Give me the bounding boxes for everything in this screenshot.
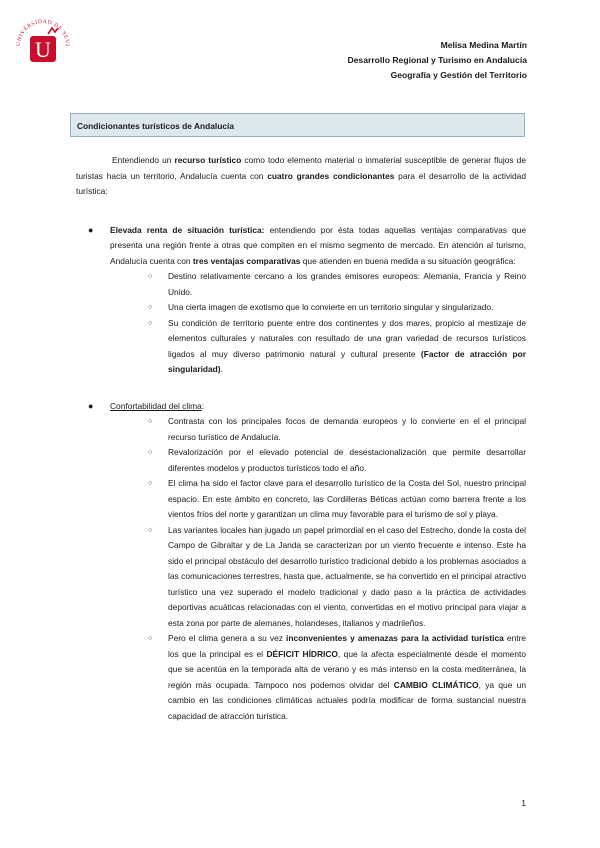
- list-item: ○ Su condición de territorio puente entre dos continentes y dos mares, propicio al mestizaje de elementos culturales y naturales con resultado de una gran variedad de recursos turísticos ligados al muy diverso patrimonio natural y cultural presente (Factor de atracción por singularidad).: [148, 317, 526, 374]
- sub-list: [144, 414, 526, 724]
- intro-paragraph: Entendiendo un recurso turístico como todo elemento material o inmaterial susceptible de generar flujos de turistas hacia un territorio, Andalucía cuenta con cuatro grandes condicionantes para el desarrollo de la actividad turística:: [76, 155, 526, 196]
- document-header: [347, 38, 527, 83]
- list-item: ○ Contrasta con los principales focos de demanda europeos y lo convierte en el el principal recurso turístico de Andalucía.: [148, 416, 526, 442]
- list-item: ● Confortabilidad del clima: ○ Contrasta con los principales focos de demanda europeos y lo convierte en el el principal recurso turístico de Andalucía. ○ Revalorización por el elevado potencial de desestacionalización que permite desarrollar diferentes modelos y productos turísticos todo el año. ○ El clima ha sido el factor clave para el desarrollo turístico de la Costa del Sol, nuestro principal espacio. En este ámbito en concreto, las Cordilleras Béticas actúan como barrera frente a los vientos fríos del norte y garantizan un clima muy favorable para el turismo de sol y playa. ○ Las variantes locales han jugado un papel primordial en el caso del Estrecho, donde la costa del Campo de Gibraltar y de La Janda se caracterizan por un viento frecuente e intenso. Este ha sido el principal obstáculo del desarrollo turístico tradicional debido a los problemas asociados a las comunicaciones terrestres, hasta que, actualmente, se ha convertido en el principal atractivo turístico una vez superado el modelo tradicional y dado paso a la práctica de actividades deportivas acuáticas relacionadas con el viento, convertidas en el motivo principal para viajar a esta zona por parte de alemanes, holandeses, italianos y madrileños. ○ Pero el clima genera a su vez inconvenientes y amenazas para la actividad turística entre los que la principal es el DÉFICIT HÍDRICO, que la afecta especialmente desde el momento que se acentúa en la temporada alta de verano y es más intenso en la costa mediterránea, la región más ocupada. Tampoco nos podemos olvidar del CAMBIO CLIMÁTICO, ya que un cambio en las condiciones climáticas actuales podría modificar de forma sustancial nuestra capacidad de atracción turística.: [76, 399, 526, 725]
- circle-bullet-icon: ○: [148, 319, 153, 327]
- page-number: 1: [521, 798, 526, 808]
- document-body: [76, 153, 526, 724]
- university-logo: [12, 12, 74, 74]
- circle-bullet-icon: ○: [148, 449, 153, 456]
- list-item: ○ El clima ha sido el factor clave para el desarrollo turístico de la Costa del Sol, nuestro principal espacio. En este ámbito en concreto, las Cordilleras Béticas actúan como barrera frente a los vientos fríos del norte y garantizan un clima muy favorable para el turismo de sol y playa.: [148, 478, 526, 519]
- circle-bullet-icon: ○: [148, 304, 153, 311]
- logo-text: UNIVERSIDAD DE SEVI: [15, 18, 71, 47]
- bullet-icon: ●: [88, 400, 94, 411]
- circle-bullet-icon: ○: [148, 480, 153, 487]
- list-item: ○ Revalorización por el elevado potencial de desestacionalización que permite desarrollar diferentes modelos y productos turísticos todo el año.: [148, 447, 526, 473]
- circle-bullet-icon: ○: [148, 273, 153, 280]
- circle-bullet-icon: ○: [148, 526, 153, 534]
- author-name: Melisa Medina Martín: [440, 40, 527, 50]
- circle-bullet-icon: ○: [148, 418, 153, 425]
- list-item: ● Elevada renta de situación turística: entendiendo por ésta todas aquellas ventajas comparativas que presenta una región frente a otras que compiten en el mismo segmento de mercado. En atención al turismo, Andalucía cuenta con tres ventajas comparativas que atienden en buena medida a su situación geográfica: ○ Destino relativamente cercano a los grandes emisores europeos: Alemania, Francia y Reino Unido. ○ Una cierta imagen de exotismo que lo convierte en un territorio singular y singularizado. ○ Su condición de territorio puente entre dos continentes y dos mares, propicio al mestizaje de elementos culturales y naturales con resultado de una gran variedad de recursos turísticos ligados al muy diverso patrimonio natural y cultural presente (Factor de atracción por singularidad).: [76, 223, 526, 378]
- section-title: Condicionantes turísticos de Andalucía: [70, 113, 525, 137]
- svg-text:U: U: [35, 37, 51, 62]
- circle-bullet-icon: ○: [148, 635, 153, 642]
- sub-list: [144, 269, 526, 378]
- list-item: ○ Una cierta imagen de exotismo que lo convierte en un territorio singular y singularizado.: [110, 300, 526, 316]
- subject-name: Geografía y Gestión del Territorio: [390, 70, 527, 80]
- course-name: Desarrollo Regional y Turismo en Andalucía: [347, 55, 527, 65]
- main-list: [76, 223, 526, 725]
- list-item: ○ Pero el clima genera a su vez inconvenientes y amenazas para la actividad turística entre los que la principal es el DÉFICIT HÍDRICO, que la afecta especialmente desde el momento que se acentúa en la temporada alta de verano y es más intenso en la costa mediterránea, la región más ocupada. Tampoco nos podemos olvidar del CAMBIO CLIMÁTICO, ya que un cambio en las condiciones climáticas actuales podría modificar de forma sustancial nuestra capacidad de atracción turística.: [148, 633, 527, 721]
- list-item: ○ Las variantes locales han jugado un papel primordial en el caso del Estrecho, donde la costa del Campo de Gibraltar y de La Janda se caracterizan por un viento frecuente e intenso. Este ha sido el principal obstáculo del desarrollo turístico tradicional debido a los problemas asociados a las comunicaciones terrestres, hasta que, actualmente, se ha convertido en el principal atractivo turístico una vez superado el modelo tradicional y dado paso a la práctica de actividades deportivas acuáticas relacionadas con el viento, convertidas en el motivo principal para viajar a esta zona por parte de alemanes, holandeses, italianos y madrileños.: [148, 524, 526, 628]
- list-item: ○ Destino relativamente cercano a los grandes emisores europeos: Alemania, Francia y Reino Unido.: [148, 271, 526, 297]
- bullet-icon: ●: [88, 224, 94, 235]
